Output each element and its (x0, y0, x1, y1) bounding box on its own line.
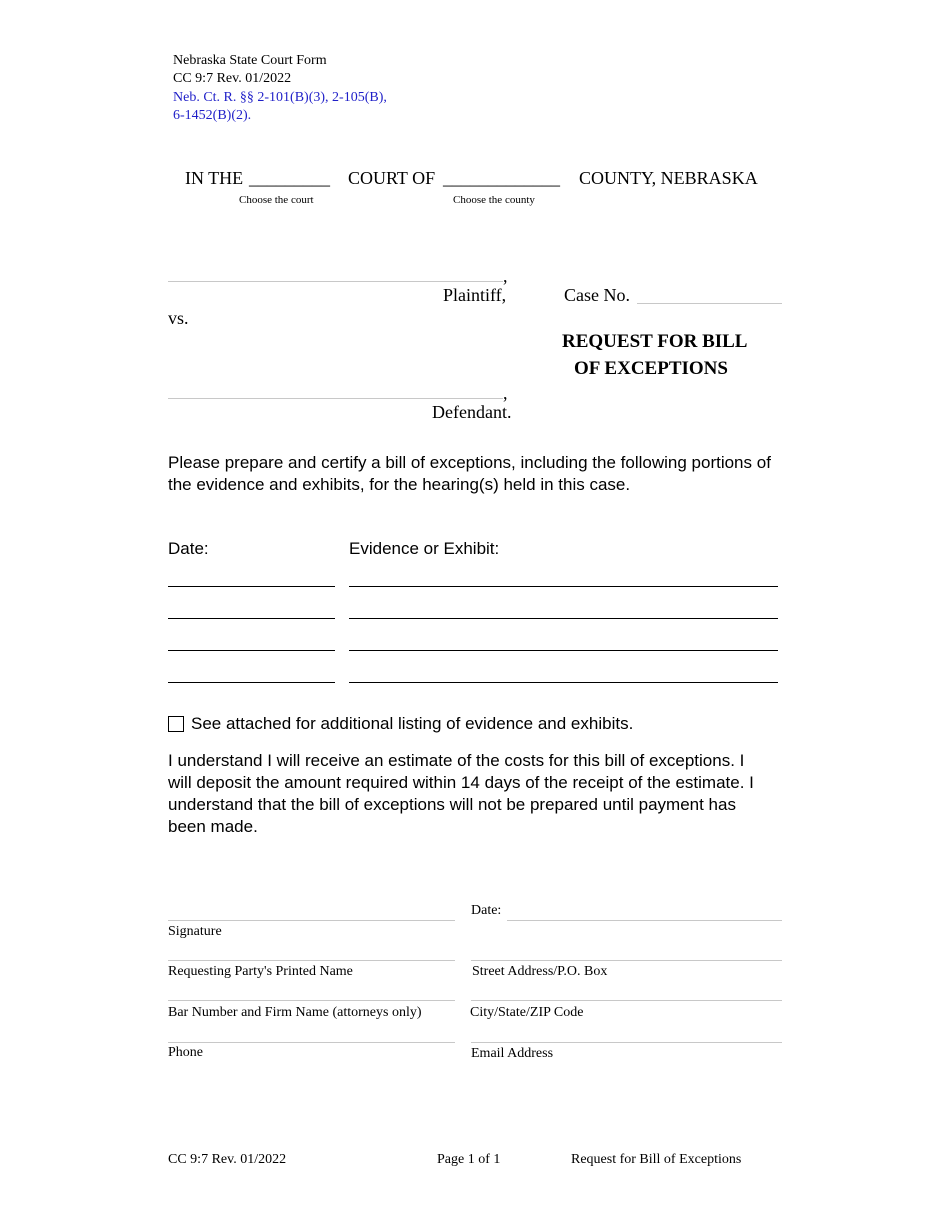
signature-field[interactable] (168, 920, 455, 921)
date-column-header: Date: (168, 539, 209, 558)
county-select[interactable]: _____________ (443, 168, 560, 188)
city-state-zip-label: City/State/ZIP Code (470, 1005, 584, 1020)
plaintiff-name-field[interactable] (168, 281, 503, 282)
form-title-line2: OF EXCEPTIONS (574, 358, 728, 379)
printed-name-field[interactable] (168, 960, 455, 961)
additional-listing-checkbox[interactable] (168, 716, 184, 732)
phone-field[interactable] (168, 1042, 455, 1043)
defendant-name-field[interactable] (168, 398, 503, 399)
vs-label: vs. (168, 308, 189, 328)
evidence-field-2[interactable] (349, 618, 778, 619)
footer-page-number: Page 1 of 1 (437, 1152, 501, 1167)
street-address-label: Street Address/P.O. Box (472, 964, 608, 979)
county-nebraska-label: COUNTY, NEBRASKA (579, 168, 758, 188)
printed-name-label: Requesting Party's Printed Name (168, 964, 353, 979)
acknowledgement-paragraph: I understand I will receive an estimate of the costs for this bill of exceptions. I will deposit the amount required within 14 days of the receipt of the estimate. I understand that the bill of exceptions will not be prepared until payment has been made. (168, 751, 754, 836)
city-state-zip-field[interactable] (471, 1000, 782, 1001)
date-field-1[interactable] (168, 586, 335, 587)
footer-form-title: Request for Bill of Exceptions (571, 1152, 742, 1167)
intro-paragraph: Please prepare and certify a bill of exceptions, including the following portions of the evidence and exhibits, for the hearing(s) held in this case. (168, 453, 771, 494)
defendant-comma: , (503, 383, 508, 403)
date-label: Date: (471, 903, 502, 918)
footer-form-number: CC 9:7 Rev. 01/2022 (168, 1152, 287, 1167)
email-field[interactable] (471, 1042, 782, 1043)
in-the-label: IN THE (185, 168, 244, 188)
evidence-column-header: Evidence or Exhibit: (349, 539, 500, 558)
plaintiff-comma: , (503, 266, 508, 286)
evidence-field-3[interactable] (349, 650, 778, 651)
email-label: Email Address (471, 1046, 554, 1061)
case-number-field[interactable] (637, 303, 782, 304)
bar-number-label: Bar Number and Firm Name (attorneys only) (168, 1005, 422, 1020)
phone-label: Phone (168, 1045, 203, 1060)
evidence-field-4[interactable] (349, 682, 778, 683)
date-field[interactable] (507, 920, 782, 921)
bar-number-field[interactable] (168, 1000, 455, 1001)
court-of-label: COURT OF (348, 168, 436, 188)
evidence-field-1[interactable] (349, 586, 778, 587)
choose-court-hint: Choose the court (239, 194, 314, 206)
case-no-label: Case No. (564, 285, 630, 305)
additional-listing-label: See attached for additional listing of evidence and exhibits. (191, 714, 634, 733)
choose-county-hint: Choose the county (453, 194, 535, 206)
rule-reference-link-cont[interactable]: 6-1452(B)(2). (173, 108, 252, 123)
court-select[interactable]: _________ (249, 168, 330, 188)
rule-reference-link[interactable]: Neb. Ct. R. §§ 2-101(B)(3), 2-105(B), (173, 90, 387, 105)
form-number: CC 9:7 Rev. 01/2022 (173, 71, 292, 86)
form-source-label: Nebraska State Court Form (173, 53, 327, 68)
defendant-label: Defendant. (432, 402, 512, 422)
date-field-4[interactable] (168, 682, 335, 683)
signature-label: Signature (168, 924, 222, 939)
date-field-3[interactable] (168, 650, 335, 651)
street-address-field[interactable] (471, 960, 782, 961)
form-title-line1: REQUEST FOR BILL (562, 331, 748, 352)
date-field-2[interactable] (168, 618, 335, 619)
plaintiff-label: Plaintiff, (443, 285, 507, 305)
